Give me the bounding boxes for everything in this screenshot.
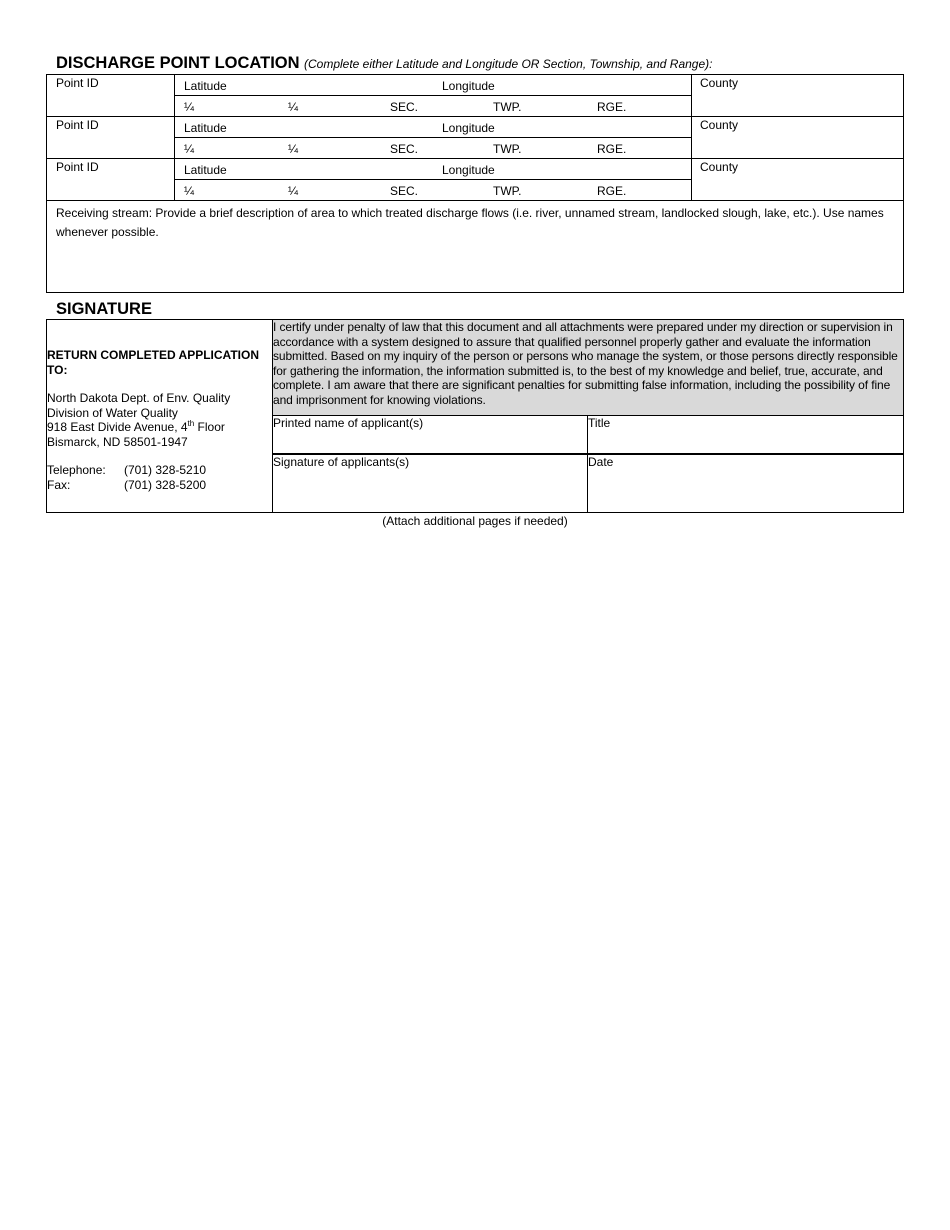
discharge-heading [56,54,712,73]
title-field[interactable] [588,416,904,455]
telephone-line [47,463,272,478]
county-field[interactable] [692,117,904,159]
date-label: Date [588,455,614,469]
point-id-field[interactable] [47,75,175,117]
township-field[interactable]: TWP. [493,142,522,156]
org-name: North Dakota Dept. of Env. Quality [47,391,231,405]
coordinates-cell [175,75,692,117]
section-field[interactable]: SEC. [390,100,419,114]
latitude-field[interactable]: Latitude [184,79,227,93]
discharge-title: DISCHARGE POINT LOCATION [56,54,300,72]
printed-name-field[interactable] [273,416,588,455]
city-state-zip: Bismarck, ND 58501-1947 [47,434,188,449]
street-address: 918 East Divide Avenue, 4th Floor [47,419,225,434]
telephone-label: Telephone: [47,463,106,477]
telephone-number: (701) 328-5210 [124,463,207,477]
receiving-stream-field[interactable] [47,201,904,293]
quarter-field[interactable]: ¼ [184,142,195,156]
lat-long-line [175,159,691,180]
signature-title: SIGNATURE [56,300,152,318]
division-name: Division of Water Quality [47,405,178,420]
date-field[interactable] [588,454,904,513]
receiving-stream-row [47,201,904,293]
signature-field[interactable] [273,454,588,513]
quarter-field[interactable]: ¼ [184,184,195,198]
longitude-field[interactable]: Longitude [442,79,495,93]
return-address [47,391,272,449]
discharge-instruction: (Complete either Latitude and Longitude OR Section, Township, and Range): [303,57,713,71]
county-field[interactable] [692,75,904,117]
point-id-label: Point ID [56,160,99,174]
point-id-label: Point ID [56,118,99,132]
quarter-field[interactable]: ¼ [288,142,299,156]
coordinates-cell [175,159,692,201]
contact-info [47,463,272,492]
printed-name-label: Printed name of applicant(s) [273,416,424,430]
quarter-field[interactable]: ¼ [288,184,299,198]
county-field[interactable] [692,159,904,201]
latitude-field[interactable]: Latitude [184,163,227,177]
latitude-field[interactable]: Latitude [184,121,227,135]
lat-long-line [175,75,691,96]
legal-description-line [175,180,691,200]
discharge-point-table [46,74,904,293]
return-address-block [47,320,273,513]
fax-line [47,478,272,493]
receiving-stream-label: Receiving stream: Provide a brief description of area to which treated discharge flows (i.e. river, unnamed stream, landlocked slough, lake, etc.). Use names whenever possible. [56,206,884,239]
certification-statement: I certify under penalty of law that this document and all attachments were prepared under my direction or supervision in accordance with a system designed to assure that qualified personnel properly gather and evaluate the information submitted. Based on my inquiry of the person or persons who manage the system, or those persons directly responsible for gathering the information, the information submitted is, to the best of my knowledge and belief, true, accurate, and complete. I am aware that there are significant penalties for submitting false information, including the possibility of fine and imprisonment for knowing violations. [273,320,904,416]
fax-label: Fax: [47,477,71,492]
range-field[interactable]: RGE. [597,142,627,156]
section-field[interactable]: SEC. [390,184,419,198]
longitude-field[interactable]: Longitude [442,121,495,135]
township-field[interactable]: TWP. [493,100,522,114]
coordinates-cell [175,117,692,159]
discharge-row [47,75,904,117]
signature-table [46,319,904,513]
legal-description-line [175,138,691,158]
township-field[interactable]: TWP. [493,184,522,198]
quarter-field[interactable]: ¼ [184,100,195,114]
return-title: RETURN COMPLETED APPLICATION TO: [47,348,259,377]
county-label: County [700,76,739,90]
point-id-label: Point ID [56,76,99,90]
county-label: County [700,118,739,132]
point-id-field[interactable] [47,117,175,159]
section-field[interactable]: SEC. [390,142,419,156]
title-label: Title [588,416,611,430]
signature-label: Signature of applicants(s) [273,455,410,469]
fax-number: (701) 328-5200 [124,477,207,492]
range-field[interactable]: RGE. [597,184,627,198]
longitude-field[interactable]: Longitude [442,163,495,177]
point-id-field[interactable] [47,159,175,201]
discharge-row [47,117,904,159]
range-field[interactable]: RGE. [597,100,627,114]
lat-long-line [175,117,691,138]
legal-description-line [175,96,691,116]
attach-note: (Attach additional pages if needed) [382,514,568,528]
discharge-row [47,159,904,201]
county-label: County [700,160,739,174]
quarter-field[interactable]: ¼ [288,100,299,114]
